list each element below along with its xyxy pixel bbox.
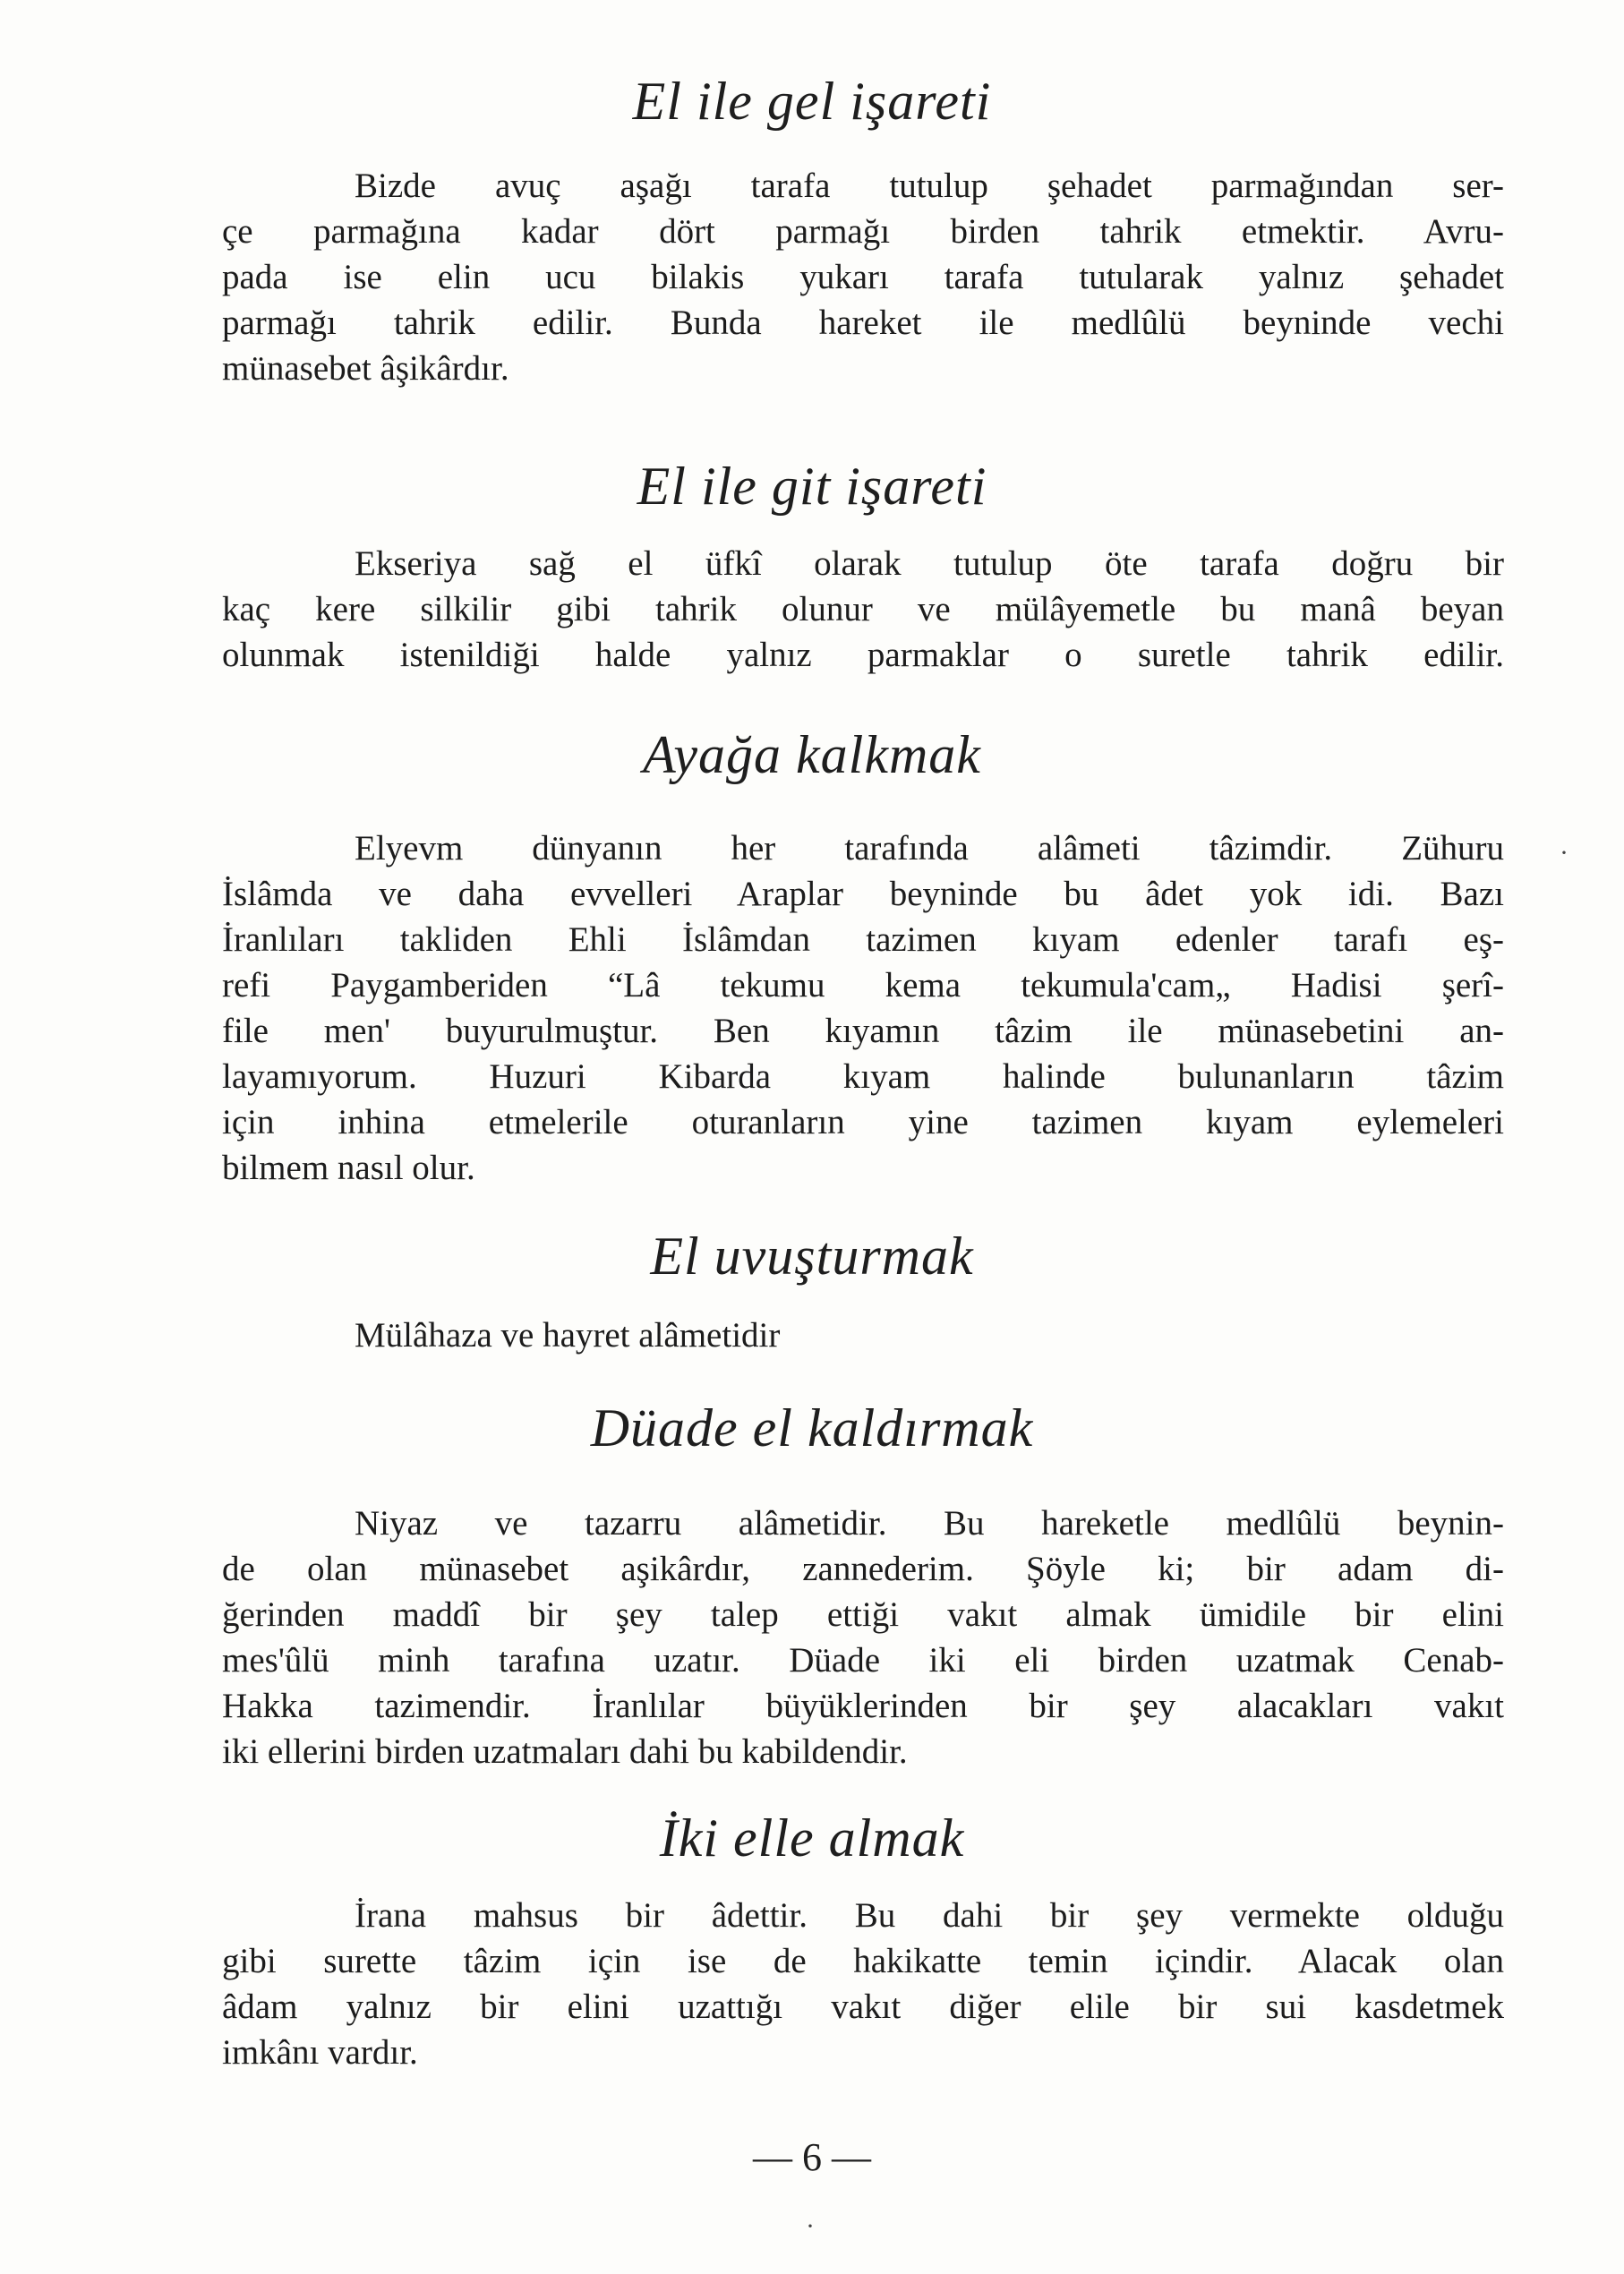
text-line: mes'ûlü minh tarafına uzatır. Düade iki eli birden uzatmak Cenab- xyxy=(222,1641,1504,1680)
text-line: için inhina etmelerile oturanların yine tazimen kıyam eylemeleri xyxy=(222,1103,1504,1141)
section-body-el-ile-gel xyxy=(222,163,1504,391)
text-line: refi Paygamberiden “Lâ tekumu kema tekumula'cam„ Hadisi şerî- xyxy=(222,966,1504,1004)
section-body-ayaga-kalkmak xyxy=(222,825,1504,1191)
text-line: İslâmda ve daha evvelleri Araplar beyninde bu âdet yok idi. Bazı xyxy=(222,875,1504,913)
text-line: Bizde avuç aşağı tarafa tutulup şehadet parmağından ser- xyxy=(355,167,1504,205)
section-title-el-uvusturmak: El uvuşturmak xyxy=(650,1227,974,1286)
page-number: — 6 — xyxy=(753,2135,871,2179)
text-line: olunmak istenildiği halde yalnız parmaklar o suretle tahrik edilir. xyxy=(222,636,1504,674)
section-title-iki-elle-almak: İki elle almak xyxy=(659,1808,965,1868)
section-body-duade-el-kaldirmak xyxy=(222,1500,1504,1774)
text-line: ğerinden maddî bir şey talep ettiği vakıt almak ümidile bir elini xyxy=(222,1595,1504,1634)
section-title-duade-el-kaldirmak: Düade el kaldırmak xyxy=(590,1398,1034,1458)
text-line: gibi surette tâzim için ise de hakikatte temin içindir. Alacak olan xyxy=(222,1942,1504,1980)
text-line: kaç kere silkilir gibi tahrik olunur ve mülâyemetle bu manâ beyan xyxy=(222,590,1504,628)
text-line: Hakka tazimendir. İranlılar büyüklerinden bir şey alacakları vakıt xyxy=(222,1687,1504,1725)
text-line: file men' buyurulmuştur. Ben kıyamın tâzim ile münasebetini an- xyxy=(222,1012,1504,1050)
text-line: İranlıları takliden Ehli İslâmdan tazimen kıyam edenler tarafı eş- xyxy=(222,920,1504,959)
section-title-el-ile-git: El ile git işareti xyxy=(637,457,987,516)
text-line: imkânı vardır. xyxy=(222,2033,418,2072)
text-line: pada ise elin ucu bilakis yukarı tarafa tutularak yalnız şehadet xyxy=(222,258,1504,296)
text-line: layamıyorum. Huzuri Kibarda kıyam halinde bulunanların tâzim xyxy=(222,1057,1504,1096)
text-line: Elyevm dünyanın her tarafında alâmeti tâzimdir. Zühuru xyxy=(355,829,1504,868)
text-line: Ekseriya sağ el üfkî olarak tutulup öte tarafa doğru bir xyxy=(355,544,1504,583)
section-title-ayaga-kalkmak: Ayağa kalkmak xyxy=(643,725,981,784)
scan-speck: · xyxy=(806,2211,815,2241)
section-body-iki-elle-almak xyxy=(222,1893,1504,2075)
text-line: münasebet âşikârdır. xyxy=(222,349,509,388)
text-line: Mülâhaza ve hayret alâmetidir xyxy=(355,1316,781,1355)
text-line: âdam yalnız bir elini uzattığı vakıt diğer elile bir sui kasdetmek xyxy=(222,1988,1504,2026)
text-line: bilmem nasıl olur. xyxy=(222,1149,475,1187)
text-line: Niyaz ve tazarru alâmetidir. Bu hareketle medlûlü beynin- xyxy=(355,1504,1504,1543)
text-line: iki ellerini birden uzatmaları dahi bu kabildendir. xyxy=(222,1732,908,1771)
scan-speck: · xyxy=(1560,838,1568,868)
text-line: parmağı tahrik edilir. Bunda hareket ile medlûlü beyninde vechi xyxy=(222,303,1504,342)
text-line: de olan münasebet aşikârdır, zannederim. Şöyle ki; bir adam di- xyxy=(222,1550,1504,1588)
section-body-el-uvusturmak xyxy=(222,1312,1504,1358)
section-title-el-ile-gel: El ile gel işareti xyxy=(632,72,992,131)
text-line: İrana mahsus bir âdettir. Bu dahi bir şey vermekte olduğu xyxy=(355,1896,1504,1935)
section-body-el-ile-git xyxy=(222,541,1504,678)
text-line: çe parmağına kadar dört parmağı birden tahrik etmektir. Avru- xyxy=(222,212,1504,251)
